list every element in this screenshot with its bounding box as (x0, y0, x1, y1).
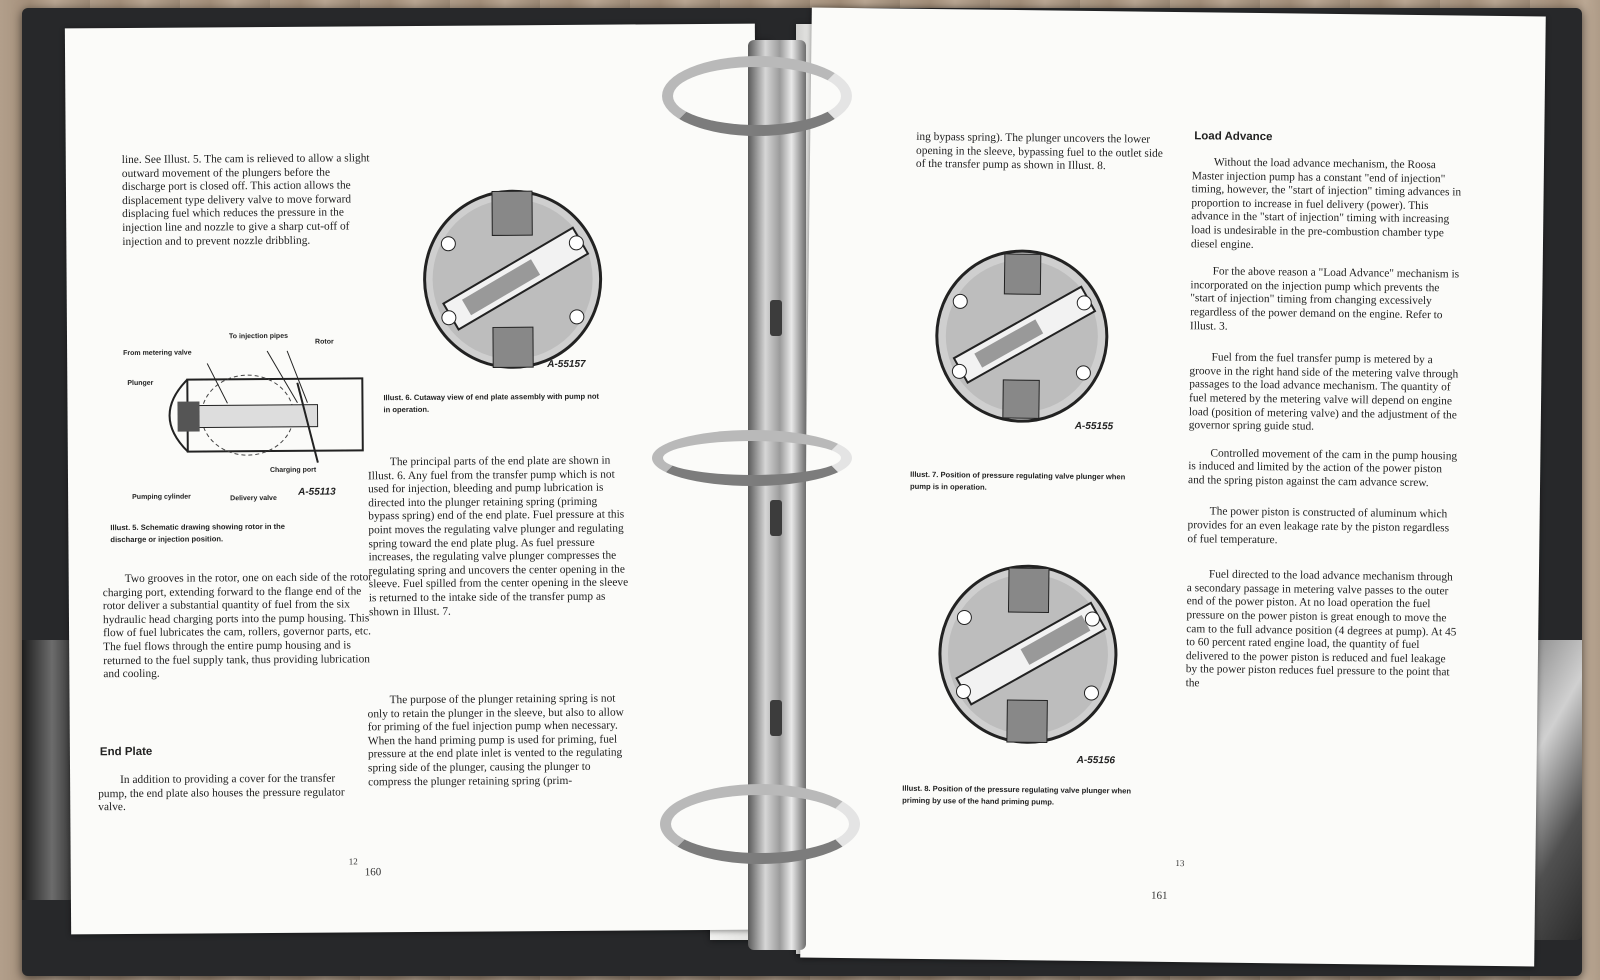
end-plate-cutaway-diagram (418, 185, 607, 374)
right-page (800, 8, 1546, 967)
left-col1-mid-text (103, 571, 374, 682)
end-plate-paragraph: In addition to providing a cover for the transfer pump, the end plate also houses the pressure regulator valve. (98, 772, 345, 814)
label-plunger: Plunger (127, 379, 154, 387)
fig7-id: A-55155 (1074, 420, 1114, 433)
plunger-retaining-paragraph: The purpose of the plunger retaining spring is not only to retain the plunger in the sleeve, but also to allow for priming of the fuel injection pump when necessary. When the hand priming pump is used for priming, fuel pressure at the end plate inlet is vented to the regulating spring side of the plunger, causing the plunger to compress the plunger retaining spring (prim- (367, 692, 624, 788)
label-charging-port: Charging port (269, 466, 317, 474)
fig8-id: A-55156 (1076, 754, 1116, 767)
left-col1-bottom-text (98, 772, 360, 815)
label-delivery-valve: Delivery valve (230, 494, 277, 503)
spine-slot (770, 300, 782, 336)
page-number-left: 160 (364, 866, 382, 879)
left-page (65, 24, 761, 935)
fig8-caption: Illust. 8. Position of the pressure regulating valve plunger when priming by use of the hand priming pump. (902, 783, 1132, 807)
fig5-caption: Illust. 5. Schematic drawing showing rotor in the discharge or injection position. (110, 521, 286, 545)
left-col1-top-text: line. See Illust. 5. The cam is relieved to allow a slight outward movement of the plungers before the discharge port is closed off. This action allows the displacement type delivery valve to move forward displacing fuel which reduces the pressure in the injection line and nozzle to give a sharp cut-off of injection and to prevent nozzle dribbling. (121, 152, 370, 248)
label-pumping-cylinder: Pumping cylinder (132, 493, 191, 501)
load-advance-para2: For the above reason a "Load Advance" mechanism is incorporated on the injection pump which prevents the "start of injection" timing from changing excessively regardless of the power demand on the engine. Refer to Illust. 3. (1189, 265, 1460, 333)
page-number-right: 161 (1150, 889, 1168, 902)
fig5-id: A-55113 (298, 486, 336, 498)
regulating-valve-priming-diagram (933, 559, 1123, 749)
load-advance-para4: Controlled movement of the cam in the pump housing is induced and limited by the action of the power piston and the spring piston against the cam advance screw. (1188, 447, 1458, 489)
fig6-caption: Illust. 6. Cutaway view of end plate assembly with pump not in operation. (383, 391, 600, 415)
load-advance-para5: The power piston is constructed of aluminum which provides for an even leakage rate by the piston regardless of fuel temperature. (1187, 505, 1450, 546)
label-metering-valve: From metering valve (123, 349, 192, 358)
end-plate-heading: End Plate (99, 745, 153, 759)
left-col2-para1 (368, 454, 631, 619)
load-advance-para1: Without the load advance mechanism, the Roosa Master injection pump has a constant "end of injection" timing, however, the "start of injection" timing advances in proportion to increase in fuel delivery (power). This advance in the "start of injection" timing with increasing load is undesirable in the pre-combustion chamber type diesel engine. (1190, 156, 1462, 251)
binder-ring-bottom[interactable] (660, 784, 860, 864)
principal-parts-paragraph: The principal parts of the end plate are shown in Illust. 6. Any fuel from the transfer pump which is not used for injection, bleeding and pump lubrication is directed into the plunger retaining spring (priming bypass spring) end of the end plate. Fuel pressure at this point moves the regulating valve plunger and regulating spring toward the end plate plug. As fuel pressure increases, the regulating valve plunger compresses the regulating spring and uncovers the center opening in the sleeve. Fuel spilled from the center opening in the sleeve is returned to the intake side of the transfer pump as shown in Illust. 7. (367, 454, 629, 618)
load-advance-heading: Load Advance (1194, 130, 1273, 144)
label-rotor: Rotor (315, 338, 334, 346)
binder-ring-top[interactable] (662, 56, 852, 136)
page-number-small-left: 12 (348, 856, 358, 867)
fig6-id: A-55157 (547, 358, 586, 371)
regulating-valve-operation-diagram (931, 245, 1113, 427)
label-injection-pipes: To injection pipes (228, 332, 289, 341)
right-col2-text (1186, 156, 1465, 694)
load-advance-para6: Fuel directed to the load advance mechanism through a secondary passage in metering valve passes to the outer end of the power piston. At no load operation the fuel pressure on the power piston is great enough to move the cam to the full advance position (4 degrees at pump). At 45 to 60 percent rated engine load, the quantity of fuel delivered to the power piston is reduced and fuel leakage by the power piston reduces fuel pressure to the point that the (1185, 568, 1457, 690)
load-advance-para3: Fuel from the fuel transfer pump is metered by a groove in the right hand side of the metering valve through passages to the load advance mechanism. The quantity of fuel metered by the metering valve will depend on engine load (position of metering valve) and the adjustment of the governor spring guide stud. (1188, 351, 1459, 433)
fig7-caption: Illust. 7. Position of pressure regulating valve plunger when pump is in operation. (909, 469, 1126, 492)
spine-slot (770, 500, 782, 536)
rotor-grooves-paragraph: Two grooves in the rotor, one on each side of the rotor charging port, extending forward to the flange end of the rotor deliver a substantial quantity of fuel from the six hydraulic head charging ports into the pump housing. This flow of fuel lubricates the cam, rollers, governor parts, etc. The fuel flows through the entire pump housing and is returned to the fuel supply tank, thus providing lubrication and cooling. (102, 571, 373, 681)
left-col2-para2 (368, 692, 631, 789)
binder-ring-middle[interactable] (652, 430, 852, 486)
right-col1-top-text: ing bypass spring). The plunger uncovers the lower opening in the sleeve, bypassing fuel to the outlet side of the transfer pump as shown in Illust. 8. (915, 130, 1163, 173)
spine-slot (770, 700, 782, 736)
page-number-small-right: 13 (1175, 858, 1185, 869)
